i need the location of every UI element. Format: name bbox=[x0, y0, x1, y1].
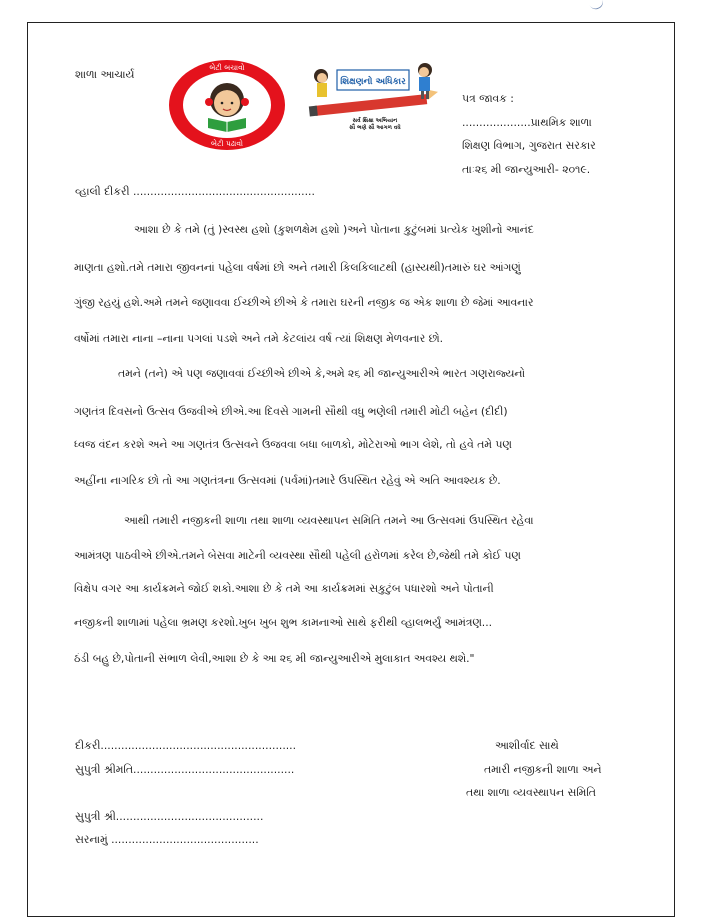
right-to-education-logo bbox=[307, 56, 441, 146]
logo2-line2: સૌ ભણે સૌ આગળ વધે bbox=[349, 124, 401, 131]
body-line: નજીકની શાળામાં પહેલા ભ્રમણ કરશો.ખુબ ખુબ શુભ કામનાઓ સાથે ફરીથી વ્હાલભર્યું આમંત્રણ... bbox=[74, 616, 493, 629]
body-line: આશા છે કે તમે (તું )સ્વસ્થ હશો (કુશળક્ષેમ હશો )અને પોતાના કુટુંબમાં પ્રત્યેક ખુશીનો આનંદ bbox=[134, 223, 534, 236]
school-name: ....................પ્રાથમિક શાળા bbox=[462, 116, 592, 129]
letter-number: પત્ર જાવક : bbox=[462, 92, 514, 105]
salutation: વ્હાલી દીકરી ..................................................... bbox=[75, 185, 315, 198]
daughter-name-field: દીકરી......................................................... bbox=[75, 739, 297, 752]
father-name-field: સુપુત્રી શ્રી........................................... bbox=[75, 810, 264, 823]
signature-line-1: તમારી નજીકની શાળા અને bbox=[484, 763, 602, 776]
logo2-title: શિક્ષણનો અધિકાર bbox=[340, 77, 406, 87]
body-line: વિક્ષેપ વગર આ કાર્યક્રમને જોઈ શકો.આશા છે કે તમે આ કાર્યક્રમમાં સકુટુંબ પધારશો અને પોતાની bbox=[74, 582, 494, 595]
body-line: માણતા હશો.તમે તમારા જીવનનાં પહેલા વર્ષમાં છો અને તમારી કિલકિલાટથી (હાસ્યથી)તમારું ઘર આંગણું bbox=[74, 261, 521, 274]
logo2-line1: સર્વ શિક્ષા અભિયાન bbox=[352, 118, 398, 124]
logo1-bottom-text: બેટી પઢાવો bbox=[211, 139, 243, 148]
department: શિક્ષણ વિભાગ, ગુજરાત સરકાર bbox=[462, 139, 596, 152]
letter-date: તાઃ૨૬ મી જાન્યુઆરી- ૨૦૧૯. bbox=[462, 163, 591, 176]
body-line: ઠંડી બહુ છે,પોતાની સંભાળ લેવી,આશા છે કે આ ૨૬ મી જાન્યુઆરીએ મુલાકાત અવશ્ય થશે." bbox=[74, 652, 475, 665]
signature-line-2: તથા શાળા વ્યવસ્થાપન સમિતિ bbox=[466, 786, 596, 799]
logo1-top-text: બેટી બચાવો bbox=[209, 63, 245, 72]
body-line: વર્ષોમાં તમારા નાના –નાના પગલાં પડશે અને તમે કેટલાંય વર્ષ ત્યાં શિક્ષણ મેળવનાર છો. bbox=[74, 332, 444, 345]
mother-name-field: સુપુત્રી શ્રીમતિ............................................... bbox=[75, 763, 295, 776]
blessing: આશીર્વાદ સાથે bbox=[495, 739, 559, 752]
body-line: આમંત્રણ પાઠવીએ છીએ.તમને બેસવા માટેની વ્યવસ્થા સૌથી પહેલી હરોળમાં કરેલ છે,જેથી તમે કોઈ પણ bbox=[74, 549, 521, 562]
letter-border bbox=[27, 22, 675, 917]
logo2-caption bbox=[327, 118, 423, 132]
body-line: ગણતંત્ર દિવસનો ઉત્સવ ઉજવીએ છીએ.આ દિવસે ગામની સૌથી વધુ ભણેલી તમારી મોટી બહેન (દીદી) bbox=[74, 405, 508, 418]
body-line: અહીંના નાગરિક છો તો આ ગણતંત્રના ઉત્સવમાં (પર્વમાં)તમારે ઉપસ્થિત રહેવું એ અતિ આવશ્યક છે. bbox=[74, 474, 501, 487]
address-field: સરનામું ........................................... bbox=[75, 833, 259, 846]
body-line: ધ્વજ વંદન કરશે અને આ ગણતંત્ર ઉત્સવને ઉજવવા બધા બાળકો, મોટેરાઓ ભાગ લેશે, તો હવે તમે પણ bbox=[74, 438, 512, 451]
body-line: આથી તમારી નજીકની શાળા તથા શાળા વ્યવસ્થાપન સમિતિ તમને આ ઉત્સવમાં ઉપસ્થિત રહેવા bbox=[124, 514, 534, 527]
corner-scribble bbox=[589, 0, 605, 12]
body-line: તમને (તને) એ પણ જણાવવાં ઈચ્છીએ છીએ કે,અમે ૨૬ મી જાન્યુઆરીએ ભારત ગણરાજ્યનો bbox=[118, 367, 526, 380]
school-principal-label: શાળા આચાર્ય bbox=[75, 68, 135, 81]
body-line: ગુંજી રહયું હશે.અમે તમને જણાવવા ઈચ્છીએ છીએ કે તમારા ઘરની નજીક જ એક શાળા છે જેમાં આવનાર bbox=[74, 296, 534, 309]
beti-bachao-logo bbox=[166, 58, 288, 152]
